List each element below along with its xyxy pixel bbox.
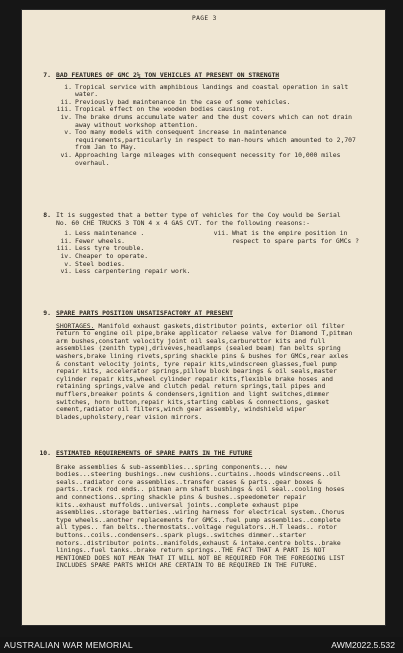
shortages-text: Manifold exhaust gaskets,distributor points, exterior oil filter return to engine oil pipe,brake applicator relaese valve for Diamond T,pitman arm bushes,constant velocity joint oil seals,carburettor kits and full assemblies (zenith type),driveves,headlamps (sealed beam) fan belts spring washers,brake lining rivets,spring shackle pins & bushes for GMCs,rear axles & constant velocity joints, tyre repair kits,windscreen glasses,fuel pump repair kits, accelerator springs,pillow block bearings & oil seals,master cylinder repair kits,wheel cylinder repair kits,flexible brake hoses and retaining springs,valve and clutch pedal return springs,tail pipes and mufflers,breaker points & condensers,ignition and light switches,dimmer switches, horn button,repair kits,starting cables & connections, gasket cement,radiator oil filters,winch gear assembly, windshield wiper blades,upholstery,rear vision mirrors.: [56, 321, 353, 421]
section-number: 9.: [43, 309, 51, 317]
list-item: v. Too many models with consequent increase in maintenance requirements,particularly in respect to man-hours which amounted to 2,707 from Jan to May.: [64, 128, 356, 152]
typed-page: [22, 10, 385, 625]
list-item: iii. Tropical effect on the wooden bodies causing rot.: [56, 105, 264, 114]
section-7: [43, 71, 356, 167]
list-item: iii. Less tyre trouble.: [56, 244, 145, 253]
list-item: v. Steel bodies.: [64, 259, 126, 268]
list-item: ii. Previously bad maintenance in the case of some vehicles.: [60, 97, 291, 106]
archive-name: AUSTRALIAN WAR MEMORIAL: [4, 640, 133, 650]
shortages-label: SHORTAGES.: [56, 321, 95, 330]
section-10: [39, 449, 356, 570]
section-heading: SPARE PARTS POSITION UNSATISFACTORY AT PRESENT: [56, 309, 233, 317]
section-9: [43, 309, 356, 421]
list-item: iv. The brake drums accumulate water and the dust covers which can not drain away without workshop attention.: [60, 112, 353, 129]
section-number: 7.: [43, 71, 51, 79]
reasons-list: [56, 230, 211, 276]
requirements-paragraph: Brake assemblies & sub-assemblies...spring components... new bodies...steering bushings..new cushions..curtains..hoods windscreens..oil seals..radiator core assemblies..transfer cases & parts..gear boxes & parts..track rod ends.. pitman arm shaft bushings & oil seal..cooling hoses and connections..spring shackle pins & bushes..speedometer repair kits..exhaust muffolds..universal joints..complete exhaust pipe assemblies..storage batteries..wiring harness for electrical system..Chorus type wheels..another replacements for GMCs..fuel pump assemblies..complete all types.. fan belts..thermostats..voltage regulators..H.T leads.. rotor buttons..coils..condensers..spark plugs..switches dimmer..starter motors..distributor points..manifolds,exhaust & intake.centre bolts..brake linings..fuel tanks..brake return springs..THE FACT THAT A PART IS NOT MENTIONED DOES NOT MEAN THAT IT WILL NOT BE REQUIRED FOR THE FOREGOING LIST INCLUDES SPARE PARTS WHICH ARE CERTAIN TO BE REQUIRED IN THE FUTURE.: [56, 462, 345, 570]
section-heading: ESTIMATED REQUIREMENTS OF SPARE PARTS IN THE FUTURE: [56, 449, 253, 457]
list-item: vi. Less carpentering repair work.: [60, 267, 191, 276]
reasons-block: [56, 229, 359, 276]
page-number: PAGE 3: [192, 15, 217, 22]
list-item: i. Tropical service with amphibious landings and coastal operation in salt water.: [64, 82, 349, 99]
list-item: ii. Fewer wheels.: [60, 236, 126, 245]
section-number: 10.: [39, 449, 51, 457]
list-item: iv. Cheaper to operate.: [60, 251, 149, 260]
section-intro: It is suggested that a better type of vehicles for the Coy would be Serial No. 60 CHE TRUCKS 3 TON 4 x 4 GAS CVT. for the following reasons:-: [56, 211, 341, 227]
section-8: [43, 211, 359, 276]
list-item: vi. Approaching large mileages with consequent necessity for 10,000 miles overhaul.: [60, 150, 341, 167]
section-number: 8.: [43, 211, 51, 219]
bad-features-list: [56, 84, 356, 168]
list-item: i. Less maintenance .: [64, 229, 145, 238]
section-heading: BAD FEATURES OF GMC 2½ TON VEHICLES AT PRESENT ON STRENGTH: [56, 71, 280, 79]
document-sheet: [22, 10, 385, 625]
archive-reference: AWM2022.5.532: [331, 640, 395, 650]
archive-footer: [0, 637, 403, 653]
shortages-paragraph: [56, 323, 356, 422]
side-question: vii. What is the empire position in respect to spare parts for GMCs ?: [213, 229, 359, 245]
